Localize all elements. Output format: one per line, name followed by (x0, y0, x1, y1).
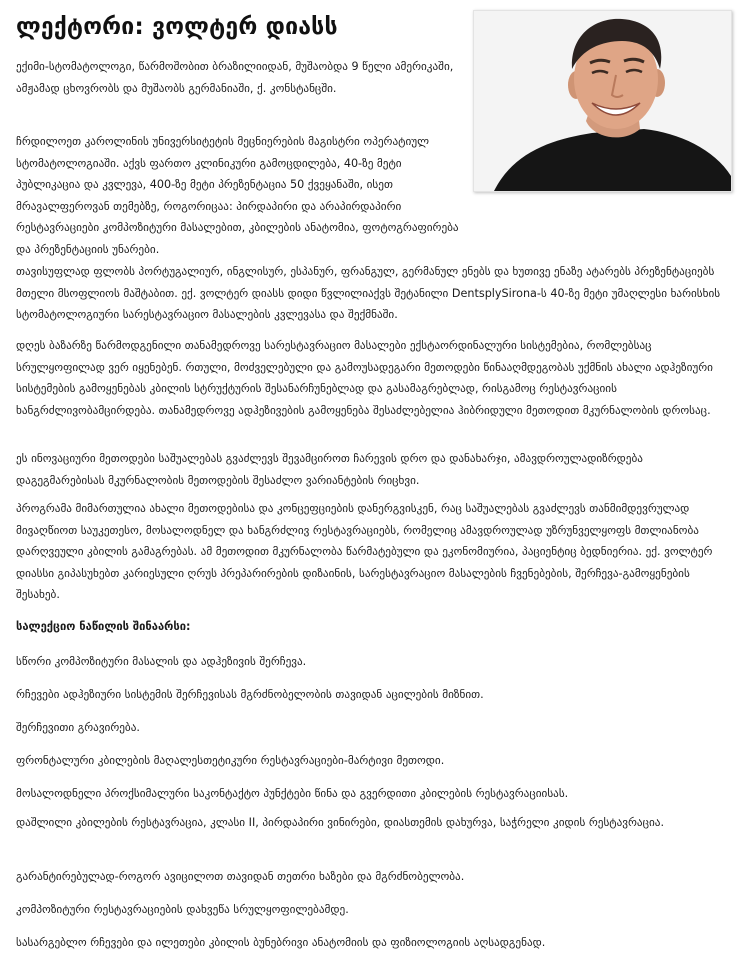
list-item: რჩევები ადჰეზიური სისტემის შერჩევისას მგრძნობელობის თავიდან აცილების მიზნით. (16, 688, 484, 701)
lecturer-photo (473, 10, 732, 192)
list-item: სწორი კომპოზიტური მასალის და ადჰეზივის შერჩევა. (16, 655, 307, 668)
bio-paragraph-3: თავისუფლად ფლობს პორტუგალიურ, ინგლისურ, ესპანურ, ფრანგულ, გერმანულ ენებს და ხუთივე ენაზე ატარებს პრეზენტაციებს მთელი მსოფლიოს მაშტაბით. ექ. ვოლტერ დიასს დიდი წვლილიაქვს შეტანილი DentsplySirona-ს 40-ზე მეტი უმაღლესი ხარისხის სტომატოლოგიური სარესტავრაციო მასალების კვლევასა და შექმნაში. (16, 265, 721, 321)
list-item: ფრონტალური კბილების მაღალესთეტიკური რესტავრაციები-მარტივი მეთოდი. (16, 754, 445, 767)
bio-paragraph-1: ექიმი-სტომატოლოგი, წარმოშობით ბრაზილიიდან, მუშაობდა 9 წელი ამერიკაში, ამჟამად ცხოვრობს და მუშაობს გერმანიაში, ქ. კონსტანცში. (16, 60, 454, 95)
list-item: დაშლილი კბილების რესტავრაცია, კლასი II, პირდაპირი ვინირები, დიასთემის დახურვა, საჭრელი კიდის რესტავრაცია. (16, 816, 665, 829)
course-paragraph-1: დღეს ბაზარზე წარმოდგენილი თანამედროვე სარესტავრაციო მასალები ექსტაორდინალური სისტემებია, რომლებსაც სრულყოფილად ვერ იყენებენ. რთული, მოძველებული და გამოუსადეგარი მეთოდები წინააღმდეგობას უქმნის ახალი ადჰეზიური სისტემების გამოყენებას კბილის სტრუქტურის შესანარჩუნებლად და გასამაგრებლად, რისგამოც რესტავრაციის ხანგრძლივობამცირდება. თანამედროვე ადჰეზივების გამოყენება შესაძლებელია ჰიბრიდული მეთოდით მკურნალობის დროსაც. (16, 339, 713, 417)
portrait-photo-icon (474, 11, 731, 191)
course-paragraph-2: ეს ინოვაციური მეთოდები საშუალებას გვაძლევს შევამციროთ ჩარევის დრო და დანახარჯი, ამავდროულადიზრდება დაგეგმარებისას მკურნალობის მეთოდების შესაძლო ვარიანტების რიცხვი. (16, 452, 643, 487)
list-item: მოსალოდნელი პროქსიმალური საკონტაქტო პუნქტები წინა და გვერდითი კბილების რესტავრაციისას. (16, 787, 569, 800)
list-item: შერჩევითი გრავირება. (16, 721, 140, 734)
list-item: სასარგებლო რჩევები და ილეთები კბილის ბუნებრივი ანატომიის და ფიზიოლოგიის აღსადგენად. (16, 936, 546, 949)
section-heading: სალექციო ნაწილის შინაარსი: (16, 620, 191, 633)
page-title: ლექტორი: ვოლტერ დიასს (16, 14, 338, 40)
course-paragraph-3: პროგრამა მიმართულია ახალი მეთოდებისა და კონცეფციების დანერგვისკენ, რაც საშუალებას გვაძლევს თანმიმდევრულად მივაღწიოთ საუკეთესო, მოსალოდნელ და ხანგრძლივ რესტავრაციებს, რომელიც ამავდროულად უზრუნველყოფს მთლიანობა დარღვეული კბილის გამაგრებას. ამ მეთოდით მკურნალობა წარმატებული და ეკონომიურია, პაციენტიც ბედნიერია. ექ. ვოლტერ დიასსი გიპასუხებთ კარიესული ღრუს პრეპარირების დიზაინის, სარესტავრაციო მასალების ჩვენებების, შერჩევა-გამოყენების შესახებ. (16, 502, 713, 601)
bio-paragraph-2: ჩრდილოეთ კაროლინის უნივერსიტეტის მეცნიერების მაგისტრი ოპერატიულ სტომატოლოგიაში. აქვს ფართო კლინიკური გამოცდილება, 40-ზე მეტი პუბლიკაცია და კვლევა, 400-ზე მეტი პრეზენტაცია 50 ქვეყანაში, ისეთ მრავალფეროვან თემებზე, როგორიცაა: პირდაპირი და არაპირდაპირი რესტავრაციები კომპოზიტური მასალებით, კბილების ანატომია, ფოტოგრაფირება და პრეზენტაციის უნარები. (16, 135, 459, 256)
list-item: კომპოზიტური რესტავრაციების დახვეწა სრულყოფილებამდე. (16, 903, 349, 916)
list-item: გარანტირებულად-როგორ ავიცილოთ თავიდან თეთრი ხაზები და მგრძნობელობა. (16, 870, 465, 883)
